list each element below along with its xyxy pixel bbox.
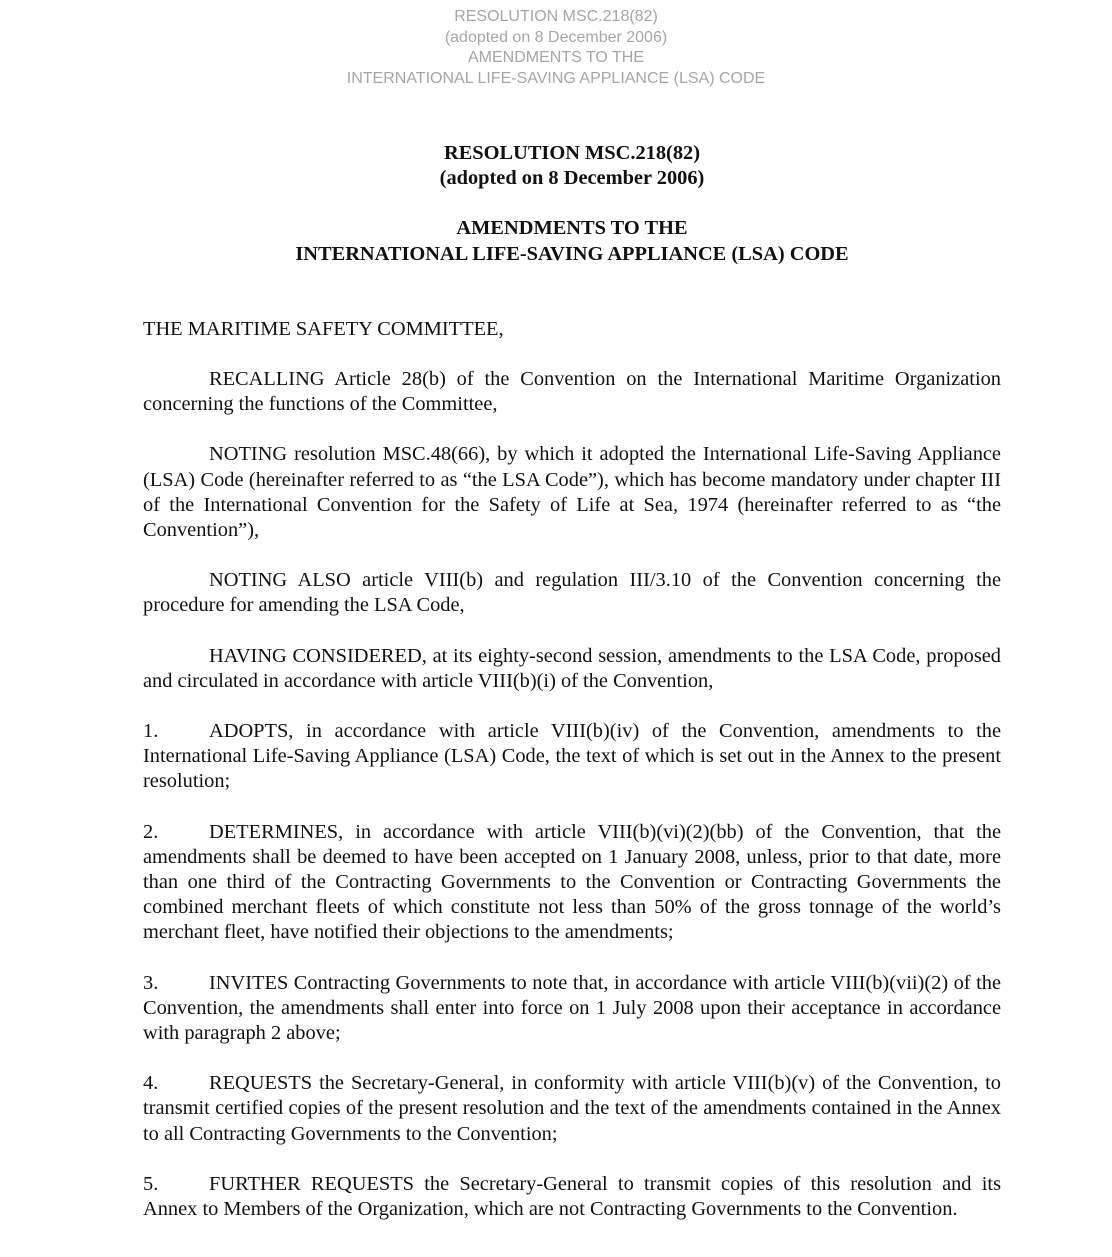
preamble-paragraph: RECALLING Article 28(b) of the Convention on the International Maritime Organization concerning the functions of the Committee, <box>143 368 1001 416</box>
resolution-number: RESOLUTION MSC.218(82) <box>443 142 701 164</box>
operative-paragraph-1 <box>143 719 1001 795</box>
paragraph-text: DETERMINES, in accordance with article VIII(b)(vi)(2)(bb) of the Convention, that the amendments shall be deemed to have been accepted on 1 January 2008, unless, prior to that date, more than one third of the Contracting Governments to the Convention or Contracting Governments the combined merchant fleets of which constitute not less than 50% of the gross tonnage of the world’s merchant fleet, have notified their objections to the amendments; <box>143 820 1001 944</box>
running-header-subject-line1: AMENDMENTS TO THE <box>467 49 645 66</box>
paragraph-text: ADOPTS, in accordance with article VIII(b)(iv) of the Convention, amendments to the International Life-Saving Appliance (LSA) Code, the text of which is set out in the Annex to the present resolution; <box>143 720 1001 793</box>
preamble-paragraph: NOTING ALSO article VIII(b) and regulation III/3.10 of the Convention concerning the procedure for amending the LSA Code, <box>143 569 1001 617</box>
paragraph-text: REQUESTS the Secretary-General, in conformity with article VIII(b)(v) of the Convention, to transmit certified copies of the present resolution and the text of the amendments contained in the Annex to all Contracting Governments to the Convention; <box>143 1072 1001 1145</box>
paragraph-number: 3. <box>143 971 159 994</box>
running-header-resolution: RESOLUTION MSC.218(82) <box>454 8 658 25</box>
preamble-paragraph: HAVING CONSIDERED, at its eighty-second session, amendments to the LSA Code, proposed and circulated in accordance with article VIII(b)(i) of the Convention, <box>143 644 1001 692</box>
operative-paragraph-5 <box>143 1172 1001 1222</box>
preamble-paragraph: NOTING resolution MSC.48(66), by which it adopted the International Life-Saving Appliance (LSA) Code (hereinafter referred to as “the LSA Code”), which has become mandatory under chapter III of the International Convention for the Safety of Life at Sea, 1974 (hereinafter referred to as “the Convention”), <box>143 443 1001 542</box>
running-header-subject-line2: INTERNATIONAL LIFE-SAVING APPLIANCE (LSA) CODE <box>346 69 766 87</box>
document-page <box>143 141 1001 1222</box>
running-header <box>0 7 1112 89</box>
committee-heading: THE MARITIME SAFETY COMMITTEE, <box>143 317 504 340</box>
paragraph-text: INVITES Contracting Governments to note that, in accordance with article VIII(b)(vii)(2) of the Convention, the amendments shall enter into force on 1 July 2008 upon their acceptance in accordance with paragraph 2 above; <box>143 971 1001 1045</box>
paragraph-text: FURTHER REQUESTS the Secretary-General to transmit copies of this resolution and its Annex to Members of the Organization, which are not Contracting Governments to the Convention. <box>143 1172 1001 1221</box>
title-block <box>143 141 1001 267</box>
operative-paragraph-3 <box>143 971 1001 1047</box>
operative-paragraph-4 <box>143 1071 1001 1147</box>
operative-paragraph-2 <box>143 820 1001 946</box>
subject-line-1: AMENDMENTS TO THE <box>456 217 688 240</box>
paragraph-number: 2. <box>143 820 159 843</box>
adoption-date: (adopted on 8 December 2006) <box>439 167 705 190</box>
subject-line-2: INTERNATIONAL LIFE-SAVING APPLIANCE (LSA) CODE <box>295 242 849 265</box>
paragraph-number: 1. <box>143 720 159 743</box>
paragraph-number: 4. <box>143 1072 159 1095</box>
paragraph-number: 5. <box>143 1172 159 1195</box>
running-header-adopted: (adopted on 8 December 2006) <box>444 28 668 46</box>
